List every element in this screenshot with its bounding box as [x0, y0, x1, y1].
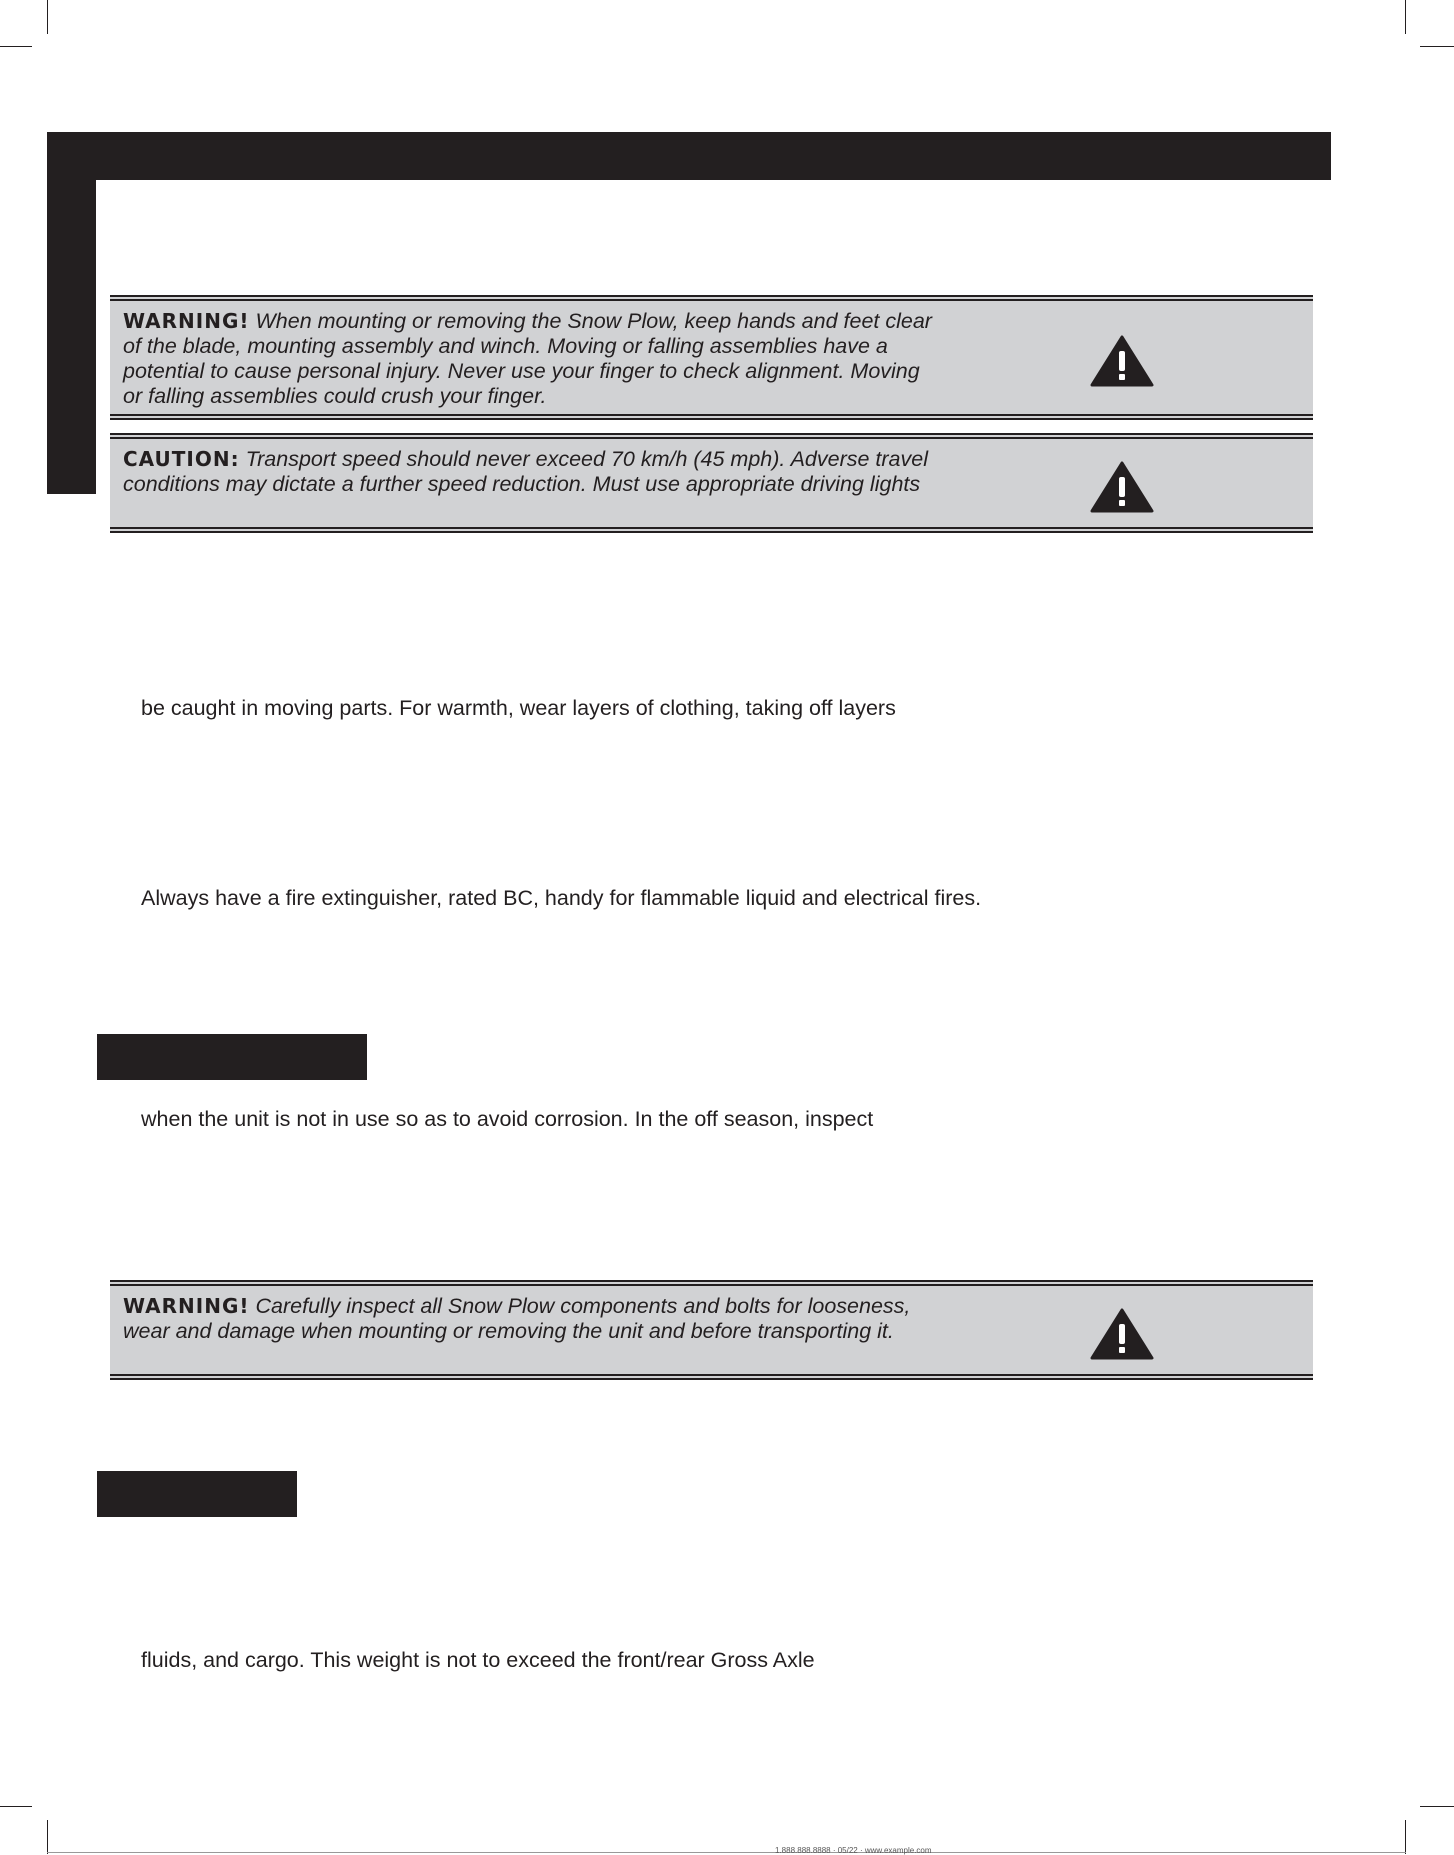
- notice-body: Carefully inspect all Snow Plow components and bolts for looseness, wear and damage when mounting or removing the unit and before transporting it.: [123, 1294, 911, 1343]
- page-side-bar: [47, 180, 96, 494]
- warning-triangle-icon: [1090, 1308, 1154, 1360]
- section-heading-tab: [97, 1034, 367, 1080]
- caution-notice-transport: [110, 433, 1313, 533]
- weight-paragraph: fluids, and cargo. This weight is not to exceed the front/rear Gross Axle: [141, 1648, 815, 1672]
- notice-text: [123, 447, 943, 497]
- notice-text: [123, 309, 943, 409]
- crop-mark: [47, 0, 48, 34]
- clothing-paragraph: be caught in moving parts. For warmth, wear layers of clothing, taking off layers: [141, 696, 896, 720]
- notice-text: [123, 1294, 943, 1344]
- crop-mark: [1420, 46, 1454, 47]
- warning-triangle-icon: [1090, 335, 1154, 387]
- notice-body: Transport speed should never exceed 70 km/h (45 mph). Adverse travel conditions may dictate a further speed reduction. Must use appropriate driving lights: [123, 447, 928, 496]
- warning-triangle-icon: [1090, 461, 1154, 513]
- warning-notice-mounting: [110, 295, 1313, 420]
- page-header-bar: [47, 132, 1331, 180]
- crop-mark: [0, 1806, 32, 1807]
- crop-mark: [0, 46, 32, 47]
- crop-mark: [47, 1820, 48, 1854]
- warning-notice-inspect: [110, 1280, 1313, 1380]
- notice-label: WARNING!: [123, 309, 250, 333]
- notice-label: CAUTION:: [123, 447, 240, 471]
- storage-paragraph: when the unit is not in use so as to avoid corrosion. In the off season, inspect: [141, 1107, 874, 1131]
- crop-mark: [1420, 1806, 1454, 1807]
- crop-mark: [1405, 1820, 1406, 1854]
- fire-extinguisher-paragraph: Always have a fire extinguisher, rated BC, handy for flammable liquid and electrical fires.: [141, 886, 982, 910]
- trim-line: [47, 1852, 1406, 1853]
- section-heading-tab: [97, 1471, 297, 1517]
- page-footer: 1.888.888.8888 · 05/22 · www.example.com: [775, 1846, 932, 1855]
- notice-body: When mounting or removing the Snow Plow, keep hands and feet clear of the blade, mounting assembly and winch. Moving or falling assemblies have a potential to cause personal injury. Never use your finger to check alignment. Moving or falling assemblies could crush your finger.: [123, 309, 932, 408]
- crop-mark: [1405, 0, 1406, 34]
- notice-label: WARNING!: [123, 1294, 250, 1318]
